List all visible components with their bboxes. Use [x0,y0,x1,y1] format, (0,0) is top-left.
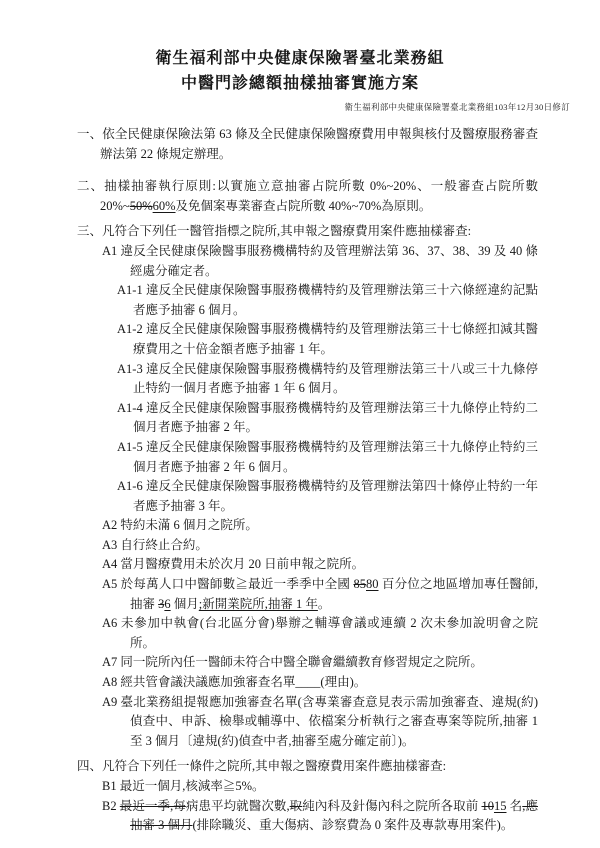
revision-deleted-text: 50% [129,198,153,213]
text-run: 二、抽樣抽審執行原則:以實施立意抽審占院所數 0%~20%、一般審查占院所數 20%~ [77,179,538,213]
text-run: B1 最近一個月,核減率≧5%。 [102,779,265,793]
text-run: A1-5 違反全民健康保險醫事服務機構特約及管理辦法第三十九條停止特約三個月者應予抽審 2 年 6 個月。 [117,439,538,474]
text-run: 四、凡符合下列任一條件之院所,其申報之醫療費用案件應抽樣審查: [77,759,447,774]
text-run: B2 [102,798,120,813]
text-run: A1-4 違反全民健康保險醫事服務機構特約及管理辦法第三十九條停止特約二個月者應予抽審 2 年。 [117,400,538,435]
text-run: A8 經共管會議決議應加強審查名單____(理由)。 [102,675,367,690]
paragraph-sec-1 [0,125,538,164]
text-run: A4 當月醫療費用未於次月 20 日前申報之院所。 [102,557,365,572]
paragraph-a7 [0,653,538,673]
text-run: 病患平均就醫次數, [185,798,290,813]
paragraph-a9 [0,693,538,752]
paragraph-a1-6 [0,477,538,516]
text-run: A9 臺北業務組提報應加強審查名單(含專業審查意見表示需加強審查、違規(約)偵查中、申訴、檢舉或輔導中、依檔案分析執行之審查專案等院所,抽審 1 至 3 個月〔違規(約)偵查中者,抽審至處分確定前〕)。 [102,694,538,748]
text-run: 純內科及針傷內科之院所各取前 [302,798,482,813]
revision-deleted-text: 取 [289,798,303,813]
text-run: A1-1 違反全民健康保險醫事服務機構特約及管理辦法第三十六條經違約記點者應予抽審 6 個月。 [117,283,538,317]
revision-inserted-text: 15 [493,798,507,813]
paragraph-a1-2 [0,320,538,359]
text-run: A2 特約未滿 6 個月之院所。 [102,518,258,533]
revision-deleted-text: 3 [158,596,165,611]
text-run: A3 自行終止合約。 [102,537,208,552]
text-run: A1-2 違反全民健康保險醫事服務機構特約及管理辦法第三十七條經扣減其醫療費用之十倍金額者應予抽審 1 年。 [117,322,538,356]
revision-inserted-text: 80 [366,577,379,592]
paragraph-a4 [0,555,538,575]
paragraph-a1 [0,242,538,281]
paragraph-a6 [0,614,538,653]
text-run: A6 未參加中執會(台北區分會)舉辦之輔導會議或連續 2 次未參加說明會之院所。 [102,616,538,650]
title-line-1: 衛生福利部中央健康保險署臺北業務組 [155,50,445,67]
text-run: 及免個案專業審查占院所數 40%~70%為原則。 [175,198,432,213]
paragraph-a2 [0,516,538,536]
paragraph-sec-3 [0,222,538,242]
text-run: 。 [317,596,331,611]
paragraph-a3 [0,536,538,556]
revision-inserted-text: ;新開業院所,抽審 1 年 [198,596,318,611]
paragraph-b2 [0,797,538,836]
revision-inserted-text: 6 [164,596,171,611]
paragraph-sec-4 [0,757,538,777]
revision-inserted-text: 60% [152,198,176,213]
revision-note: 衛生福利部中央健康保險署臺北業務組103年12月30日修訂 [344,102,570,112]
text-run: 百分位之地區增加專任醫師,抽審 [130,577,538,611]
revision-deleted-text: 10 [481,798,494,813]
text-run: A1-6 違反全民健康保險醫事服務機構特約及管理辦法第四十條停止特約一年者應予抽審 3 年。 [117,479,538,513]
paragraph-a1-5 [0,438,538,477]
text-run: A5 於每萬人口中醫師數≧最近一季季中全國 [102,577,354,592]
paragraph-a1-3 [0,360,538,399]
text-run: A7 同一院所內任一醫師未符合中醫全聯會繼續教育修習規定之院所。 [102,655,483,670]
paragraph-a8 [0,673,538,693]
revision-deleted-text: ,應抽審 3 個月 [130,798,538,833]
paragraph-a5 [0,575,538,614]
paragraph-b1 [0,777,538,797]
paragraph-sec-2 [0,177,538,216]
revision-deleted-text: 85 [353,577,366,592]
text-run: A1-3 違反全民健康保險醫事服務機構特約及管理辦法第三十八或三十九條停止特約一個月者應予抽審 1 年 6 個月。 [117,361,538,396]
text-run: 個月 [170,596,199,611]
text-run: A1 違反全民健康保險醫事服務機構特約及管理辦法第 36、37、38、39 及 40 條經處分確定者。 [102,243,538,278]
title-line-2: 中醫門診總額抽樣抽審實施方案 [180,75,419,92]
text-run: 三、凡符合下列任一醫管指標之院所,其申報之醫療費用案件應抽樣審查: [77,224,472,239]
revision-deleted-text: 最近一季,每 [119,798,186,813]
document-body [0,125,600,836]
paragraph-a1-1 [0,281,538,320]
text-run: (排除職災、重大傷病、診察費為 0 案件及專款專用案件)。 [192,818,514,833]
text-run: 一、依全民健康保險法第 63 條及全民健康保險醫療費用申報與核付及醫療服務審查辦法第 22 條規定辦理。 [77,127,538,161]
paragraph-a1-4 [0,399,538,438]
document-title [0,46,600,96]
text-run: 名 [506,798,523,813]
